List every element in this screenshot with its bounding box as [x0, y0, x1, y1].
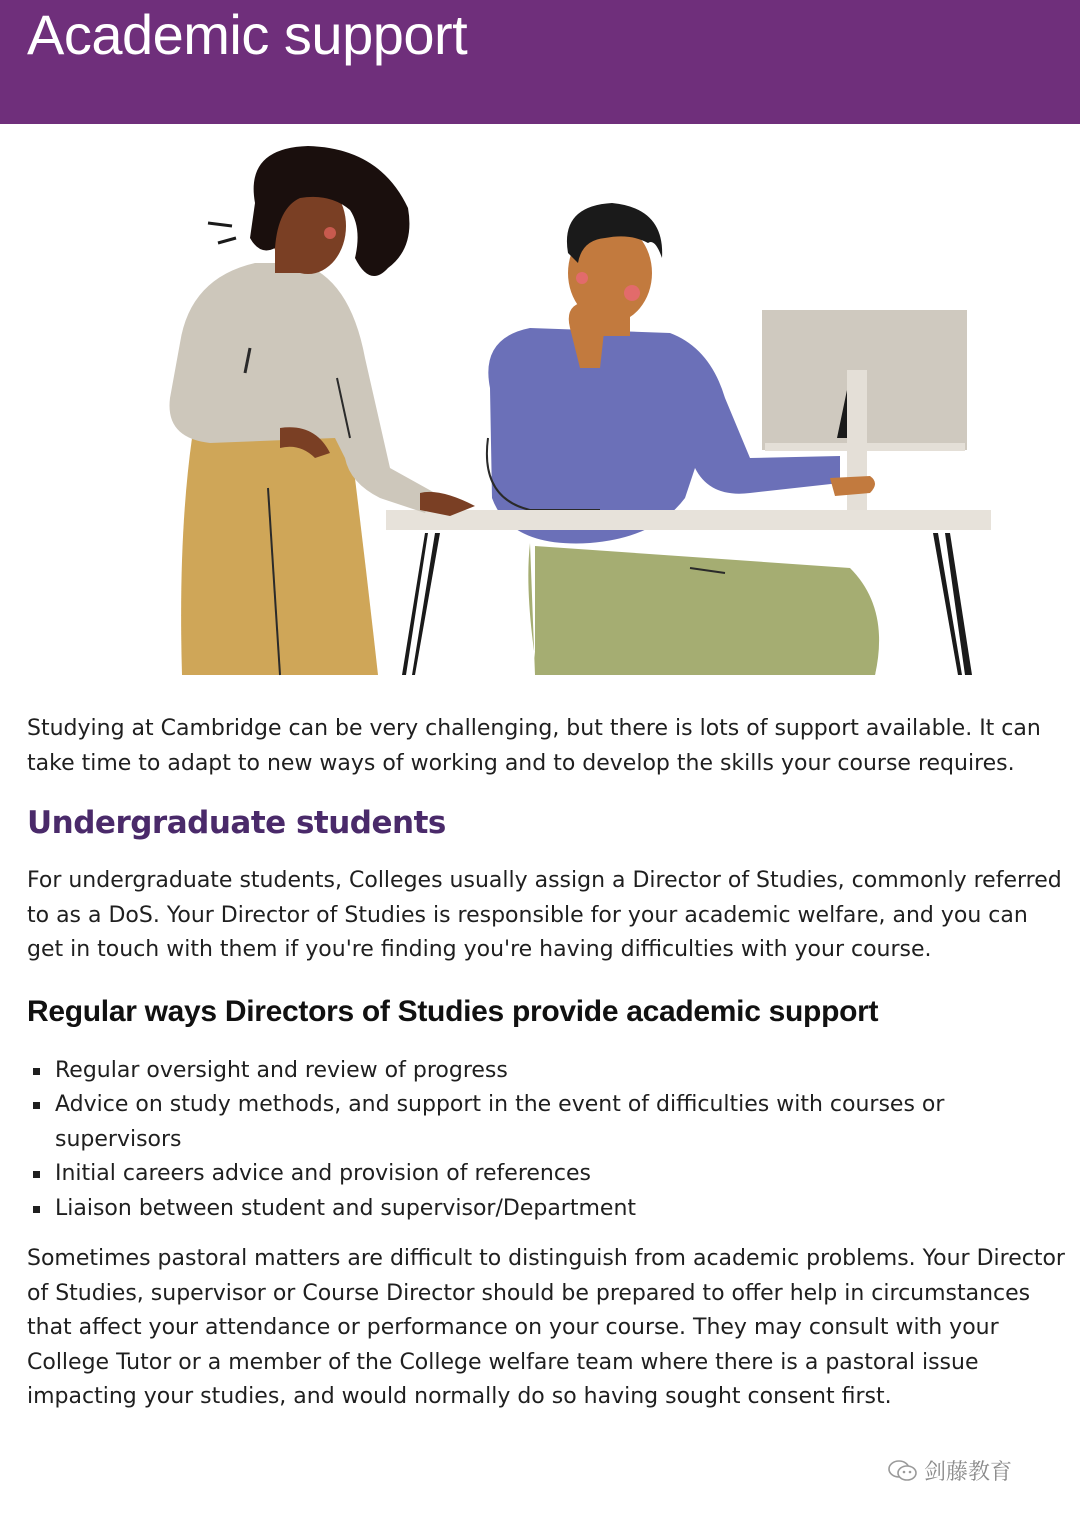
list-item-text: Initial careers advice and provision of references — [55, 1161, 591, 1186]
watermark — [888, 1455, 1012, 1486]
intro-paragraph: Studying at Cambridge can be very challenging, but there is lots of support available. It can take time to adapt to new ways of working and to develop the skills your course requires. — [27, 716, 1041, 776]
bullet-icon — [33, 1206, 40, 1213]
list-item — [27, 1088, 1067, 1157]
main-content — [27, 712, 1067, 1415]
bullet-icon — [33, 1068, 40, 1075]
undergraduate-paragraph: For undergraduate students, Colleges usually assign a Director of Studies, commonly referred to as a DoS. Your Director of Studies is responsible for your academic welfare, and you can get in touch with them if you're finding you're having difficulties with your course. — [27, 868, 1062, 962]
list-item — [27, 1054, 1067, 1089]
bullet-icon — [33, 1171, 40, 1178]
page-title: Academic support — [27, 3, 468, 66]
wechat-icon — [888, 1459, 918, 1483]
list-item-text: Regular oversight and review of progress — [55, 1057, 508, 1083]
pastoral-paragraph: Sometimes pastoral matters are difficult to distinguish from academic problems. Your Director of Studies, supervisor or Course Director should be prepared to offer help in circumstances that affect your attendance or performance on your course. They may consult with your College Tutor or a member of the College welfare team where there is a pastoral issue impacting your studies, and would normally do so having sought consent first. — [27, 1246, 1065, 1409]
list-item-text: Liaison between student and supervisor/Department — [55, 1195, 637, 1221]
page-header-banner — [0, 0, 1080, 124]
dos-support-heading: Regular ways Directors of Studies provide academic support — [27, 994, 879, 1028]
list-item — [27, 1157, 1067, 1192]
list-item — [27, 1192, 1067, 1227]
standing-person-trousers — [181, 438, 378, 675]
bullet-icon — [33, 1102, 40, 1109]
watermark-text: 剑藤教育 — [924, 1460, 1013, 1485]
list-item-text: Advice on study methods, and support in the event of difficulties with courses or supervisors — [55, 1092, 945, 1152]
undergraduate-heading: Undergraduate students — [27, 805, 446, 841]
desk-top — [386, 510, 991, 530]
dos-support-list — [27, 1054, 1067, 1227]
two-people-at-desk-illustration — [150, 138, 1010, 678]
